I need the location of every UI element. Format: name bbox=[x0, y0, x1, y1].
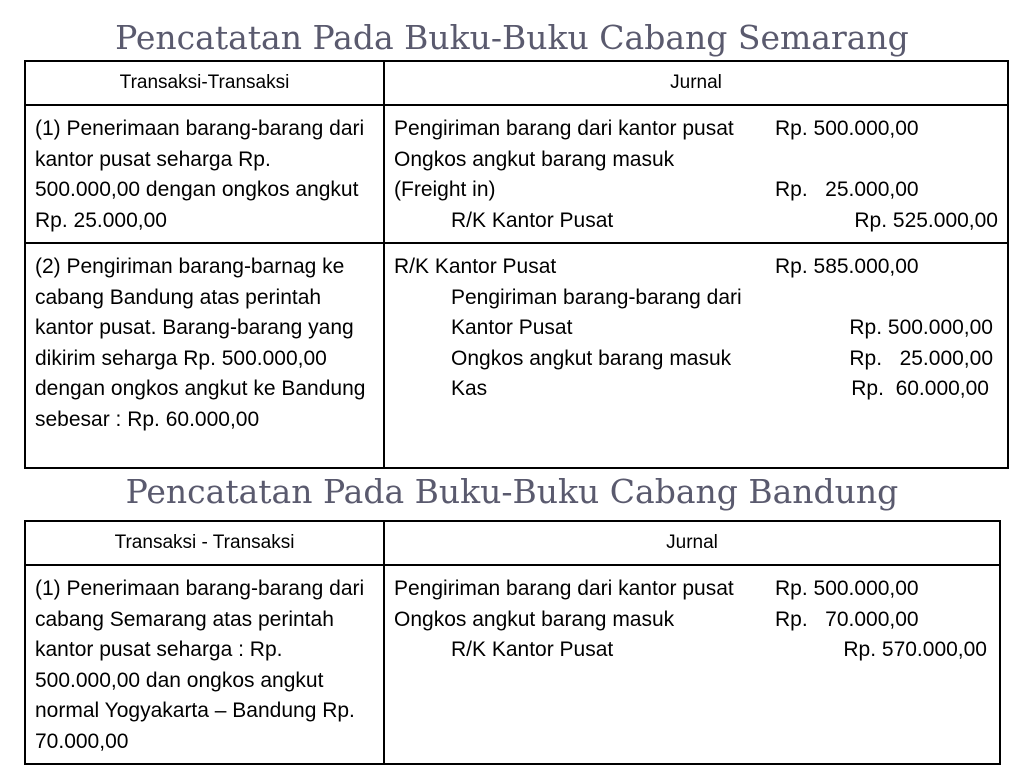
bandung-section-title: Pencatatan Pada Buku-Buku Cabang Bandung bbox=[125, 472, 899, 511]
journal-account: R/K Kantor Pusat bbox=[394, 255, 557, 278]
journal-line bbox=[394, 145, 999, 176]
journal-account: Kas bbox=[451, 377, 488, 400]
journal-entry bbox=[384, 565, 1000, 764]
journal-account: Pengiriman barang dari kantor pusat bbox=[394, 577, 734, 600]
credit-amount: Rp. 570.000,00 bbox=[843, 638, 987, 661]
journal-line bbox=[394, 605, 991, 636]
bandung-journal-table bbox=[24, 520, 1001, 765]
journal-line bbox=[394, 175, 999, 206]
credit-amount: Rp. 500.000,00 bbox=[849, 316, 993, 339]
table-header-row bbox=[25, 61, 1008, 105]
journal-line bbox=[394, 374, 999, 405]
transaction-description: (1) Penerimaan barang-barang dari kantor pusat seharga Rp. 500.000,00 dengan ongkos angkut Rp. 25.000,00 bbox=[25, 105, 384, 243]
journal-account: Ongkos angkut barang masuk bbox=[394, 147, 675, 171]
journal-entry bbox=[384, 105, 1008, 243]
table-row bbox=[25, 105, 1008, 243]
table-header-row bbox=[25, 521, 1000, 565]
credit-amount: Rp. 25.000,00 bbox=[849, 346, 993, 370]
journal-line bbox=[394, 252, 999, 283]
journal-line bbox=[394, 206, 999, 237]
column-header-jurnal: Jurnal bbox=[384, 521, 1000, 565]
journal-line bbox=[394, 114, 999, 145]
table-row bbox=[25, 565, 1000, 764]
journal-account: R/K Kantor Pusat bbox=[451, 208, 614, 232]
column-header-jurnal: Jurnal bbox=[384, 61, 1008, 105]
table-row bbox=[25, 243, 1008, 468]
journal-account: R/K Kantor Pusat bbox=[451, 638, 614, 661]
journal-account: Pengiriman barang-barang dari bbox=[451, 285, 742, 309]
debit-amount: Rp. 70.000,00 bbox=[775, 607, 919, 631]
journal-line bbox=[394, 283, 999, 314]
journal-account: Ongkos angkut barang masuk bbox=[394, 607, 675, 631]
debit-amount: Rp. 585.000,00 bbox=[775, 255, 919, 278]
credit-amount: Rp. 60.000,00 bbox=[851, 377, 989, 400]
journal-line bbox=[394, 635, 991, 666]
transaction-description: (2) Pengiriman barang-barnag ke cabang Bandung atas perintah kantor pusat. Barang-barang yang dikirim seharga Rp. 500.000,00 dengan ongkos angkut ke Bandung sebesar : Rp. 60.000,00 bbox=[25, 243, 384, 468]
debit-amount: Rp. 500.000,00 bbox=[775, 577, 919, 600]
journal-entry bbox=[384, 243, 1008, 468]
semarang-journal-table bbox=[24, 60, 1009, 469]
journal-line bbox=[394, 344, 999, 375]
semarang-section-title: Pencatatan Pada Buku-Buku Cabang Semarang bbox=[115, 18, 909, 57]
journal-account: Ongkos angkut barang masuk bbox=[451, 346, 732, 370]
journal-line bbox=[394, 313, 999, 344]
column-header-transaksi: Transaksi - Transaksi bbox=[25, 521, 384, 565]
journal-account: (Freight in) bbox=[394, 178, 496, 201]
journal-account: Pengiriman barang dari kantor pusat bbox=[394, 117, 734, 140]
column-header-transaksi: Transaksi-Transaksi bbox=[25, 61, 384, 105]
debit-amount: Rp. 500.000,00 bbox=[775, 117, 919, 140]
transaction-description: (1) Penerimaan barang-barang dari cabang Semarang atas perintah kantor pusat seharga : Rp. 500.000,00 dan ongkos angkut normal Yogyakarta – Bandung Rp. 70.000,00 bbox=[25, 565, 384, 764]
debit-amount: Rp. 25.000,00 bbox=[775, 178, 919, 201]
journal-line bbox=[394, 574, 991, 605]
credit-amount: Rp. 525.000,00 bbox=[854, 208, 998, 232]
journal-account: Kantor Pusat bbox=[451, 316, 573, 339]
